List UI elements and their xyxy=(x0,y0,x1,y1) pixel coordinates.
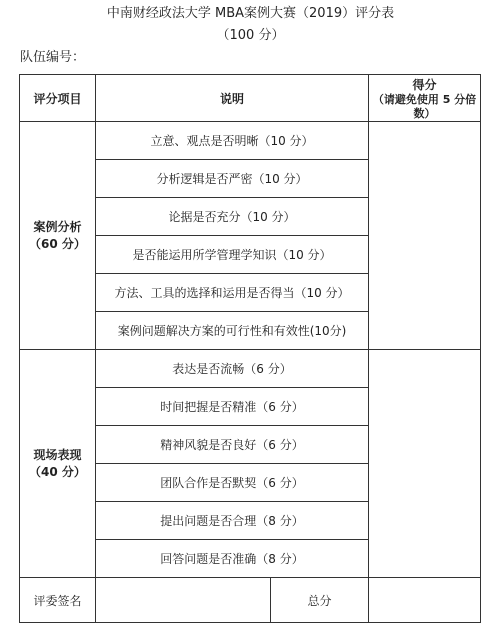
header-score xyxy=(369,75,481,122)
category-live-performance xyxy=(20,350,96,578)
judge-signature-field[interactable] xyxy=(96,578,271,623)
header-score-note: （请避免使用 5 分倍数） xyxy=(372,92,477,120)
category-case-analysis xyxy=(20,122,96,350)
criterion-text: 时间把握是否精准（6 分） xyxy=(96,388,369,426)
criterion-text: 团队合作是否默契（6 分） xyxy=(96,464,369,502)
team-number-label: 队伍编号： xyxy=(20,50,86,65)
header-item: 评分项目 xyxy=(20,75,96,122)
criterion-text: 是否能运用所学管理学知识（10 分） xyxy=(96,236,369,274)
footer-row xyxy=(20,578,481,623)
criterion-text: 论据是否充分（10 分） xyxy=(96,198,369,236)
score-cell-live-performance[interactable] xyxy=(369,350,481,578)
page-subtitle: （100 分） xyxy=(216,28,285,43)
criterion-text: 案例问题解决方案的可行性和有效性(10分) xyxy=(96,312,369,350)
criterion-text: 回答问题是否准确（8 分） xyxy=(96,540,369,578)
category-points: （40 分） xyxy=(29,464,86,479)
category-name: 案例分析 xyxy=(33,219,82,234)
table-header-row xyxy=(20,75,481,122)
total-score-label: 总分 xyxy=(271,578,369,623)
header-score-title: 得分 xyxy=(412,77,437,92)
criterion-text: 表达是否流畅（6 分） xyxy=(96,350,369,388)
table-row xyxy=(20,122,481,160)
criterion-text: 提出问题是否合理（8 分） xyxy=(96,502,369,540)
page-title: 中南财经政法大学 MBA案例大赛（2019）评分表 xyxy=(106,6,395,21)
criterion-text: 方法、工具的选择和运用是否得当（10 分） xyxy=(96,274,369,312)
score-table xyxy=(19,74,481,623)
category-name: 现场表现 xyxy=(33,447,82,462)
criterion-text: 精神风貌是否良好（6 分） xyxy=(96,426,369,464)
category-points: （60 分） xyxy=(29,236,86,251)
criterion-text: 分析逻辑是否严密（10 分） xyxy=(96,160,369,198)
total-score-field[interactable] xyxy=(369,578,481,623)
score-cell-case-analysis[interactable] xyxy=(369,122,481,350)
criterion-text: 立意、观点是否明晰（10 分） xyxy=(96,122,369,160)
judge-signature-label: 评委签名 xyxy=(20,578,96,623)
table-row xyxy=(20,350,481,388)
header-description: 说明 xyxy=(96,75,369,122)
